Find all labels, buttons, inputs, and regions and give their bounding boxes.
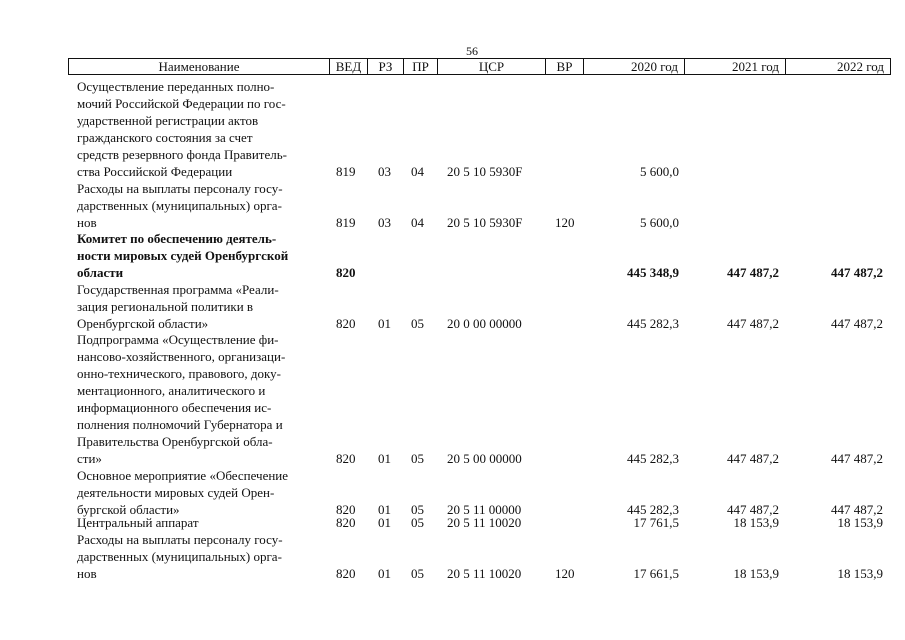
cell-rz: 03	[378, 164, 391, 179]
cell-pr: 05	[411, 451, 424, 466]
cell-y2020: 17 661,5	[633, 566, 679, 581]
header-vr: ВР	[546, 58, 584, 75]
cell-y2022: 447 487,2	[831, 502, 883, 517]
cell-csr: 20 5 11 10020	[447, 566, 522, 581]
cell-y2022: 18 153,9	[837, 566, 883, 581]
header-ved: ВЕД	[330, 58, 368, 75]
row-name: Подпрограмма «Осуществление фи- нансово-хозяйственного, организаци- онно-технического, правового, доку- ментационного, аналитического и информационного обеспечения ис- полнения полномочий Губернатора и Правительства Оренбургской обла- сти»	[77, 332, 286, 466]
header-rz: РЗ	[368, 58, 404, 75]
cell-y2021: 447 487,2	[727, 502, 779, 517]
cell-y2020: 445 348,9	[627, 265, 679, 280]
cell-pr: 05	[411, 515, 424, 530]
header-pr: ПР	[404, 58, 438, 75]
row-name: Расходы на выплаты персоналу госу- дарственных (муниципальных) орга- нов	[77, 181, 283, 230]
cell-ved: 820	[336, 451, 356, 466]
cell-pr: 05	[411, 566, 424, 581]
cell-ved: 820	[336, 316, 356, 331]
cell-rz: 01	[378, 316, 391, 331]
cell-y2022: 447 487,2	[831, 451, 883, 466]
cell-csr: 20 5 00 00000	[447, 451, 522, 466]
cell-rz: 01	[378, 502, 391, 517]
header-2021: 2021 год	[685, 58, 786, 75]
cell-csr: 20 5 10 5930F	[447, 215, 523, 230]
cell-y2022: 447 487,2	[831, 265, 883, 280]
cell-y2021: 447 487,2	[727, 265, 779, 280]
cell-csr: 20 5 10 5930F	[447, 164, 523, 179]
header-name: Наименование	[68, 58, 330, 75]
header-csr: ЦСР	[438, 58, 546, 75]
cell-pr: 05	[411, 316, 424, 331]
cell-y2020: 445 282,3	[627, 502, 679, 517]
cell-y2020: 5 600,0	[640, 215, 679, 230]
cell-pr: 04	[411, 215, 424, 230]
cell-ved: 820	[336, 566, 356, 581]
cell-ved: 820	[336, 265, 356, 280]
page-number: 56	[466, 44, 478, 58]
cell-ved: 820	[336, 502, 356, 517]
cell-vr: 120	[555, 215, 575, 230]
header-2022: 2022 год	[786, 58, 891, 75]
cell-y2020: 445 282,3	[627, 451, 679, 466]
cell-ved: 819	[336, 164, 356, 179]
cell-y2020: 17 761,5	[633, 515, 679, 530]
cell-csr: 20 5 11 00000	[447, 502, 522, 517]
cell-y2021: 447 487,2	[727, 316, 779, 331]
row-name: Основное мероприятие «Обеспечение деятельности мировых судей Орен- бургской области»	[77, 468, 289, 517]
cell-y2021: 447 487,2	[727, 451, 779, 466]
cell-rz: 01	[378, 566, 391, 581]
header-2020: 2020 год	[584, 58, 685, 75]
cell-csr: 20 0 00 00000	[447, 316, 522, 331]
row-name: Осуществление переданных полно- мочий Российской Федерации по гос- ударственной регистрации актов гражданского состояния за счет средств резервного фонда Правитель- ства Российской Федерации	[77, 79, 287, 179]
cell-y2022: 18 153,9	[837, 515, 883, 530]
cell-pr: 04	[411, 164, 424, 179]
cell-rz: 01	[378, 515, 391, 530]
cell-csr: 20 5 11 10020	[447, 515, 522, 530]
row-name: Государственная программа «Реали- зация региональной политики в Оренбургской области»	[77, 282, 279, 331]
cell-y2020: 5 600,0	[640, 164, 679, 179]
cell-ved: 819	[336, 215, 356, 230]
row-name: Центральный аппарат	[77, 515, 199, 530]
cell-y2020: 445 282,3	[627, 316, 679, 331]
cell-rz: 01	[378, 451, 391, 466]
row-name: Расходы на выплаты персоналу госу- дарственных (муниципальных) орга- нов	[77, 532, 283, 581]
cell-pr: 05	[411, 502, 424, 517]
cell-rz: 03	[378, 215, 391, 230]
row-name: Комитет по обеспечению деятель- ности мировых судей Оренбургской области	[77, 231, 289, 280]
cell-ved: 820	[336, 515, 356, 530]
cell-y2021: 18 153,9	[733, 515, 779, 530]
cell-vr: 120	[555, 566, 575, 581]
cell-y2021: 18 153,9	[733, 566, 779, 581]
cell-y2022: 447 487,2	[831, 316, 883, 331]
